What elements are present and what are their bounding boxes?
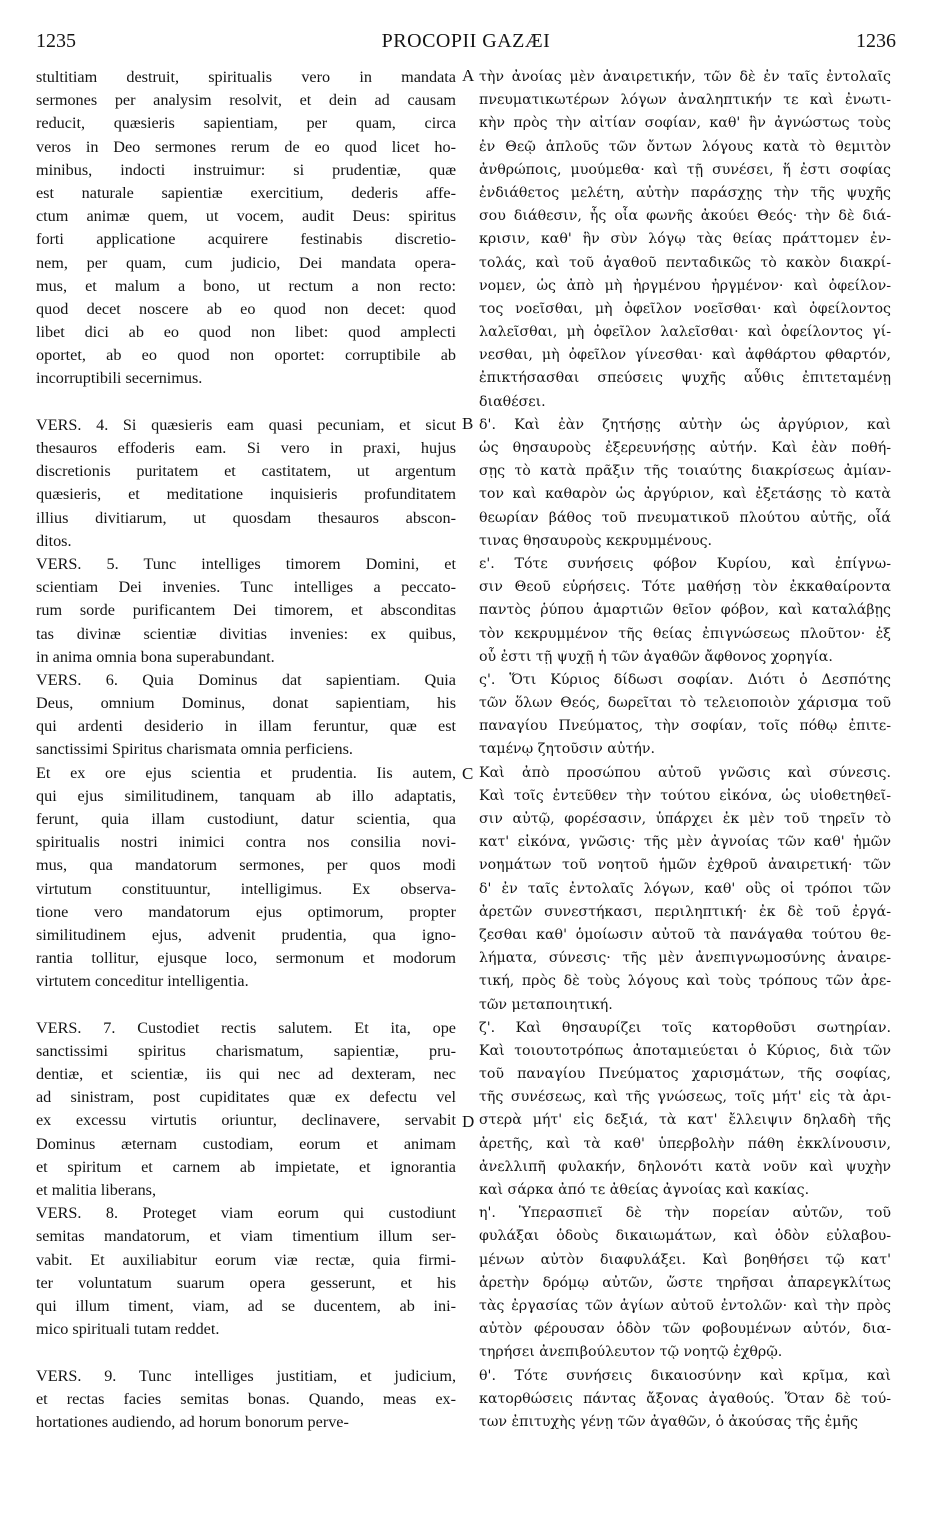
greek-text-line: τὴν ἀνοίας μὲν ἀναιρετικήν, τῶν δὲ ἐν ταῖς ἐντολαῖς — [479, 69, 891, 85]
greek-text-line: τος νοεῖσθαι, μὴ ὀφεῖλον νοεῖσθαι· καὶ ὀφείλοντος — [479, 300, 891, 317]
latin-text-line: VERS. 4. Si quæsieris eam quasi pecuniam, et sicut — [36, 415, 456, 434]
greek-text-line: ζ'. Καὶ θησαυρίζει τοῖς κατορθοῦσι σωτηρίαν. — [479, 1019, 891, 1036]
greek-text-line: ἐνδιάθετος μελέτη, αὐτὴν παράσχῃς τὴν τῆς ψυχῆς — [479, 184, 891, 201]
greek-text-line: τὸν κεκρυμμένον τῆς θείας ἐπιγνώσεως πλοῦτον· ἐξ — [479, 625, 891, 642]
greek-text-line: λήματα, σύνεσις· τῆς μὲν ἀνεπιγνωμοσύνης ἀναιρε- — [479, 950, 891, 967]
latin-text-line: in anima omnia bona superabundant. — [36, 647, 275, 666]
latin-text-line: qui illum timent, viam, ad se ducentem, ab ini- — [36, 1296, 456, 1315]
latin-text-line: reducit, quæsieris sapientiam, per quam, circa — [36, 114, 456, 133]
latin-text-line: rum sorde purificantem Dei timorem, et absconditas — [36, 601, 456, 620]
greek-text-line: δ' ἐν ταῖς ἐντολαῖς λόγων, καθ' οὓς οἱ τρόποι τῶν — [479, 880, 891, 897]
greek-text-line: ταμένῳ ζητοῦσιν αὐτήν. — [479, 741, 655, 758]
latin-text-line: ditos. — [36, 531, 72, 550]
greek-text-line: ἀρετῶν συνεστήκασι, περιληπτική· ἐκ δὲ τοῦ ἐργά- — [479, 903, 891, 920]
greek-text-line: παναγίου Πνεύματος, τὴν σοφίαν, τοῖς πόθῳ ἐπιτε- — [479, 718, 891, 735]
latin-column — [36, 66, 456, 1434]
greek-text-line: των ἐπιτυχὴς γένῃ τῶν ἀγαθῶν, ὁ ἀκούσας τῆς ἐμῆς — [479, 1413, 858, 1430]
latin-text-line: tas divinæ scientiæ divitias invenies: ex quibus, — [36, 624, 456, 643]
latin-text-line: ctum animæ quem, ut vocem, audit Deus: spiritus — [36, 207, 456, 226]
latin-text-gap — [36, 1341, 456, 1364]
greek-text-line: ἀνελλιπῆ φυλακήν, δηλονότι κατὰ νοῦν καὶ ψυχὴν — [479, 1158, 891, 1175]
greek-text-line: διαθέσει. — [479, 393, 546, 410]
greek-text-line: δ'. Καὶ ἐὰν ζητήσῃς αὐτὴν ὡς ἀργύριον, καὶ — [479, 416, 891, 433]
greek-text-line: τοῦ παναγίου Πνεύματος χαρισμάτων, τῆς σοφίας, — [479, 1066, 891, 1083]
greek-text-line: τον καὶ καθαρὸν ὡς ἀργύριον, καὶ ἐξετάσῃς τὸ κατὰ — [479, 486, 891, 503]
greek-text-line: οὗ ἐστι τῇ ψυχῇ ἡ τῶν ἀγαθῶν ἄφθονος χορηγία. — [479, 648, 833, 665]
latin-text-line: et spiritum et carnem ab impietate, et ignorantia — [36, 1157, 456, 1176]
latin-text-line: qui ardenti desiderio in illam feruntur, quæ est — [36, 717, 456, 736]
greek-text-line: ε'. Τότε συνήσεις φόβον Κυρίου, καὶ ἐπίγνω- — [479, 555, 891, 572]
latin-text-line: mus, qua mandatorum sermones, per quos modi — [36, 856, 456, 875]
latin-text-line: sermones per analysim resolvit, et dein ad causam — [36, 91, 456, 110]
latin-text-line: ter voluntatum suarum opera gesserunt, et his — [36, 1273, 456, 1292]
latin-text-line: hortationes audiendo, ad horum bonorum perve- — [36, 1412, 349, 1431]
latin-text-line: VERS. 6. Quia Dominus dat sapientiam. Quia — [36, 670, 456, 689]
greek-text-line: σῃς τὸ κατὰ πρᾶξιν τῆς τοιαύτης διακρίσεως ἀμίαν- — [479, 463, 891, 480]
greek-text-line: κρισιν, καθ' ἣν σὺν λόγῳ τὰς θείας πράττομεν ἐν- — [479, 231, 891, 248]
latin-text-line: Dominus æternam custodiam, eorum et animam — [36, 1134, 456, 1153]
greek-text-line: ζεσθαι καθ' ὁμοίωσιν αὐτοῦ τὰ πανάγαθα τούτου θε- — [479, 926, 891, 943]
latin-text-line: VERS. 7. Custodiet rectis salutem. Et ita, ope — [36, 1018, 456, 1037]
latin-text-line: tione vero mandatorum ejus optimorum, propter — [36, 902, 456, 921]
latin-text-line: est naturale sapientiæ exercitium, dederis affe- — [36, 183, 456, 202]
margin-marker-a: A — [462, 66, 475, 85]
latin-text-line: quæsieris, et meditatione inquisieris profunditatem — [36, 485, 456, 504]
latin-text-line: incorruptibili secernimus. — [36, 369, 203, 388]
margin-marker-c: C — [462, 764, 474, 783]
latin-text-line: semitas mandatorum, et viam timentium illum ser- — [36, 1227, 456, 1246]
greek-text-line: Καὶ τοῖς ἐντεῦθεν τὴν τούτου εἰκόνα, ὡς υἱοθετηθεῖ- — [479, 787, 891, 804]
latin-text-gap — [36, 391, 456, 414]
greek-text-line: η'. Ὑπερασπιεῖ δὲ τὴν πορείαν αὐτῶν, τοῦ — [479, 1205, 891, 1222]
latin-text-line: sanctissimi Spiritus charismata omnia perficiens. — [36, 740, 353, 759]
greek-text-line: μένων αὐτὸν διαφυλάξει. Καὶ βοηθήσει τῷ κατ' — [479, 1251, 891, 1268]
greek-text-line: ἐπικτήσασθαι σπεύσεις ψυχῆς αὖθις ἐπιτεταμένῃ — [479, 370, 891, 387]
latin-text-line: forti applicatione acquirere festinabis discretio- — [36, 230, 456, 249]
latin-text-line: VERS. 9. Tunc intelliges justitiam, et judicium, — [36, 1366, 456, 1385]
greek-text-line: ὡς θησαυροὺς ἐξερευνήσῃς αὐτήν. Καὶ ἐὰν ποθή- — [479, 440, 891, 456]
latin-text-line: stultitiam destruit, spiritualis vero in mandata — [36, 68, 456, 86]
greek-text-line: αὐτὸν φέρουσαν ὁδὸν τῶν φοβουμένων αὐτόν, δια- — [479, 1321, 891, 1338]
latin-text-line: ad sinistram, post cupiditates quæ ex defectu vel — [36, 1088, 456, 1107]
latin-text-line: Et ex ore ejus scientia et prudentia. Iis autem, — [36, 763, 456, 782]
latin-text-line: mus, et malum a bono, ut rectum a non recto: — [36, 276, 456, 295]
latin-text-line: et rectas facies semitas bonas. Quando, meas ex- — [36, 1389, 456, 1408]
greek-text-line: τολάς, καὶ τοῦ ἀγαθοῦ πενταδικῶς τὸ κακὸν διακρί- — [479, 254, 891, 271]
greek-text-line: Καὶ τοιουτοτρόπως ἀποταμιεύεται ὁ Κύριος, διὰ τῶν — [479, 1042, 891, 1059]
latin-text-line: mico spirituali tutam reddet. — [36, 1320, 220, 1339]
latin-text-line: thesauros effoderis eam. Si vero in praxi, hujus — [36, 439, 456, 457]
greek-text-line: στερὰ μήτ' εἰς δεξιά, τὰ κατ' ἔλλειψιν δηλαδὴ τῆς — [479, 1112, 891, 1129]
greek-text-line: λαλεῖσθαι, μὴ ὀφεῖλον λαλεῖσθαι· καὶ ὀφείλοντος γί- — [479, 324, 891, 341]
greek-text-line: ἀνθρώποις, μυούμεθα· καὶ τῇ συνέσει, ἥ ἐστι σοφίας — [479, 161, 891, 178]
greek-text-line: καὶ σάρκα ἀπό τε ἀθείας ἀγνοίας καὶ κακίας. — [479, 1182, 810, 1198]
greek-text-line: τῶν μεταποιητική. — [479, 996, 613, 1013]
greek-text-line: τῆς συνέσεως, καὶ τῆς γνώσεως, τοῖς μήτ' εἰς τὰ ἀρι- — [479, 1089, 891, 1106]
latin-text-line: discretionis puritatem et castitatem, ut argentum — [36, 462, 456, 481]
margin-marker-d: D — [462, 1112, 475, 1131]
greek-text-line: νοημάτων τοῦ νοητοῦ ἡμῶν ἐχθροῦ ἀναιρετική· τῶν — [479, 857, 891, 874]
latin-text-gap — [36, 994, 456, 1017]
latin-text-line: nem, per quam, cum judicio, Dei mandata opera- — [36, 253, 456, 272]
latin-text-line: vabit. Et auxiliabitur eorum viæ rectæ, quia firmi- — [36, 1250, 456, 1269]
greek-text-line: τική, πρὸς δὲ τοὺς λόγους καὶ τοὺς τρόπους τῶν ἀρε- — [479, 973, 891, 990]
greek-text-line: φυλάξαι ὁδοὺς δικαιωμάτων, καὶ ὁδὸν εὐλαβου- — [479, 1228, 891, 1245]
latin-text-line: qui ejus similitudinem, tanquam ab illo adaptatis, — [36, 786, 456, 805]
latin-text-line: virtutem conceditur intelligentia. — [36, 972, 249, 991]
greek-text-line: πνευματικωτέρων λόγων ἀναληπτικήν τε καὶ ἐνωτι- — [479, 92, 891, 109]
latin-text-line: quod decet noscere ab eo quod non decet: quod — [36, 299, 456, 318]
latin-text-line: VERS. 5. Tunc intelliges timorem Domini, et — [36, 554, 456, 573]
greek-text-line: σιν Θεοῦ εὑρήσεις. Τότε μαθήσῃ τὸν ἐκκαθαίροντα — [479, 579, 891, 596]
greek-text-line: θ'. Τότε συνήσεις δικαιοσύνην καὶ κρῖμα, καὶ — [479, 1367, 891, 1384]
latin-text-line: ferunt, quia illam custodiunt, datur scientia, qua — [36, 810, 456, 828]
greek-column — [479, 66, 891, 1434]
greek-text-line: ἐν Θεῷ ἁπλοῦς τῶν ὄντων λόγους κατὰ τὸ θεμιτὸν — [479, 138, 891, 155]
greek-text-line: ἀρετῆς, καὶ τὰ καθ' ὑπερβολὴν πάθη ἐκκλίνουσιν, — [479, 1135, 891, 1152]
latin-text-line: sanctissimi spiritus charismatum, sapientiæ, pru- — [36, 1041, 456, 1060]
greek-text-line: σιν αὐτῷ, φορέσασιν, ὑπάρχει ἐκ μὲν τοῦ τηρεῖν τὸ — [479, 811, 891, 827]
greek-text-line: τὰς ἐργασίας τῶν ἁγίων αὐτοῦ ἐντολῶν· καὶ τὴν πρὸς — [479, 1297, 891, 1314]
greek-text-line: ἀρετὴν δρόμῳ αὐτῶν, ὥστε τηρῆσαι ἀπαρεγκλίτως — [479, 1274, 891, 1291]
latin-text-line: oportet, ab eo quod non oportet: corruptibile ab — [36, 346, 456, 365]
greek-text-line: νεσθαι, μὴ ὀφεῖλον γίνεσθαι· καὶ ἀφθάρτου φθαρτόν, — [479, 347, 891, 364]
greek-text-line: τῶν ὅλων Θεός, δωρεῖται τὸ τελειοποιὸν χάρισμα τοῦ — [479, 695, 891, 712]
left-page-number: 1235 — [36, 30, 76, 52]
latin-text-line: veros in Deo sermones rerum de eo quod licet ho- — [36, 137, 456, 156]
greek-text-line: τινας θησαυροὺς κεκρυμμένους. — [479, 532, 713, 549]
greek-text-line: τηρήσει ἀνεπιβούλευτον τῷ νοητῷ ἐχθρῷ. — [479, 1344, 783, 1361]
page-header — [36, 30, 896, 64]
greek-text-line: κὴν πρὸς τὴν αἰτίαν σοφίαν, καθ' ἣν ἀγνώστως τοὺς — [479, 115, 891, 132]
right-page-number: 1236 — [856, 30, 896, 52]
greek-text-line: παντὸς ῥύπου ἁμαρτιῶν θεῖον φόβον, καὶ καταλάβῃς — [479, 602, 891, 619]
latin-text-line: similitudinem ejus, advenit prudentia, qua igno- — [36, 925, 456, 944]
latin-text-line: rantia tollitur, ejusque loco, sermonum et modorum — [36, 949, 456, 968]
latin-text-line: dentiæ, et scientiæ, iis qui nec ad dexteram, nec — [36, 1065, 456, 1084]
greek-text-line: Καὶ ἀπὸ προσώπου αὐτοῦ γνῶσις καὶ σύνεσις. — [479, 764, 891, 781]
latin-text-line: spiritualis nostri inimici contra nos consilia novi- — [36, 833, 456, 852]
latin-text-line: libet dici ab eo quod non libet: quod amplecti — [36, 323, 456, 342]
margin-marker-b: B — [462, 414, 474, 433]
latin-text-line: et malitia liberans, — [36, 1181, 157, 1199]
greek-text-line: ς'. Ὅτι Κύριος δίδωσι σοφίαν. Διότι ὁ Δεσπότης — [479, 671, 891, 688]
latin-text-line: minibus, indocti instruimur: si prudentiæ, quæ — [36, 160, 456, 179]
latin-text-line: illius divitiarum, ut quosdam thesauros abscon- — [36, 508, 456, 527]
latin-text-line: VERS. 8. Proteget viam eorum qui custodiunt — [36, 1204, 456, 1223]
greek-text-line: θεωρίαν βάθος τοῦ πνευματικοῦ πλούτου αὐτῆς, οἷά — [479, 509, 891, 526]
greek-text-line: κατ' εἰκόνα, γνῶσις· τῆς μὲν ἀγνοίας τῶν καθ' ἡμῶν — [479, 834, 891, 851]
latin-text-line: virtutum constituuntur, intelligimus. Ex observa- — [36, 879, 456, 898]
latin-text-line: scientiam Dei invenies. Tunc intelliges a peccato- — [36, 578, 456, 597]
greek-text-line: νομεν, ὡς ἀπὸ μὴ ἠργμένου ἠργμένον· καὶ ὀφείλον- — [479, 277, 891, 294]
greek-text-line: σου διάθεσιν, ἧς οἷα φωνῆς ἀκούει Θεός· τὴν δὲ διά- — [479, 208, 891, 225]
latin-text-line: ex excessu virtutis oriuntur, declinavere, servabit — [36, 1111, 456, 1130]
running-title: PROCOPII GAZÆI — [381, 30, 551, 52]
greek-text-line: κατορθώσεις πάντας ἄξονας ἀγαθούς. Ὅταν δὲ τού- — [479, 1390, 891, 1407]
latin-text-line: Deus, omnium Dominus, donat sapientiam, his — [36, 694, 456, 713]
